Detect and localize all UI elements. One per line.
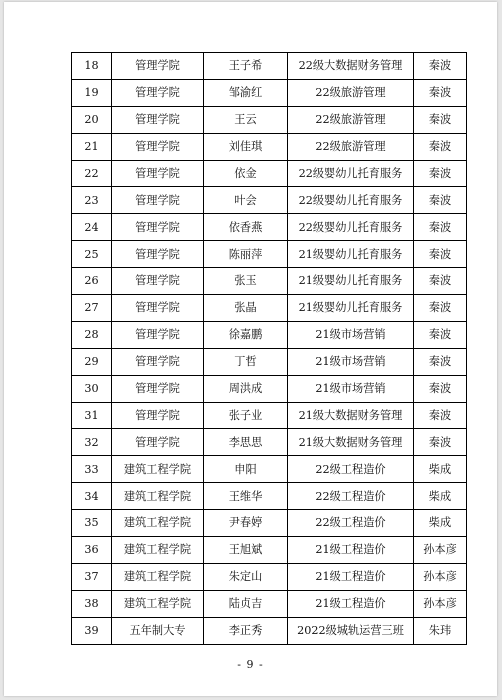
table-row xyxy=(72,429,467,456)
cell-number: 37 xyxy=(72,563,112,590)
cell-class: 21级市场营销 xyxy=(288,348,414,375)
cell-teacher: 柴成 xyxy=(414,483,467,510)
table-row xyxy=(72,402,467,429)
cell-teacher: 柴成 xyxy=(414,456,467,483)
cell-student-name: 邹渝红 xyxy=(204,79,288,106)
cell-class: 22级旅游管理 xyxy=(288,133,414,160)
table-row xyxy=(72,214,467,241)
cell-class: 21级婴幼儿托育服务 xyxy=(288,241,414,268)
cell-school: 管理学院 xyxy=(112,53,204,80)
cell-class: 22级婴幼儿托育服务 xyxy=(288,160,414,187)
table-row xyxy=(72,537,467,564)
cell-student-name: 依香燕 xyxy=(204,214,288,241)
table-row xyxy=(72,321,467,348)
cell-school: 管理学院 xyxy=(112,187,204,214)
cell-school: 建筑工程学院 xyxy=(112,537,204,564)
cell-teacher: 秦波 xyxy=(414,133,467,160)
table-row xyxy=(72,456,467,483)
cell-teacher: 秦波 xyxy=(414,295,467,322)
cell-school: 管理学院 xyxy=(112,429,204,456)
cell-class: 21级大数据财务管理 xyxy=(288,429,414,456)
cell-student-name: 王维华 xyxy=(204,483,288,510)
cell-class: 21级工程造价 xyxy=(288,563,414,590)
cell-number: 23 xyxy=(72,187,112,214)
cell-school: 建筑工程学院 xyxy=(112,510,204,537)
cell-school: 管理学院 xyxy=(112,133,204,160)
cell-teacher: 朱玮 xyxy=(414,617,467,644)
cell-school: 管理学院 xyxy=(112,375,204,402)
cell-student-name: 王子希 xyxy=(204,53,288,80)
cell-teacher: 秦波 xyxy=(414,348,467,375)
table-row xyxy=(72,590,467,617)
cell-class: 21级市场营销 xyxy=(288,375,414,402)
cell-teacher: 秦波 xyxy=(414,214,467,241)
student-table xyxy=(71,52,467,645)
cell-number: 20 xyxy=(72,106,112,133)
cell-number: 38 xyxy=(72,590,112,617)
cell-number: 25 xyxy=(72,241,112,268)
cell-number: 30 xyxy=(72,375,112,402)
cell-class: 21级工程造价 xyxy=(288,537,414,564)
cell-number: 39 xyxy=(72,617,112,644)
cell-teacher: 秦波 xyxy=(414,106,467,133)
table-row xyxy=(72,106,467,133)
table-row xyxy=(72,563,467,590)
cell-number: 35 xyxy=(72,510,112,537)
cell-student-name: 张晶 xyxy=(204,295,288,322)
cell-student-name: 李思思 xyxy=(204,429,288,456)
cell-school: 管理学院 xyxy=(112,79,204,106)
table-row xyxy=(72,79,467,106)
cell-school: 管理学院 xyxy=(112,321,204,348)
table-row xyxy=(72,160,467,187)
cell-number: 33 xyxy=(72,456,112,483)
cell-teacher: 秦波 xyxy=(414,268,467,295)
cell-student-name: 张子业 xyxy=(204,402,288,429)
cell-student-name: 叶会 xyxy=(204,187,288,214)
cell-teacher: 柴成 xyxy=(414,510,467,537)
cell-number: 19 xyxy=(72,79,112,106)
cell-teacher: 秦波 xyxy=(414,375,467,402)
cell-student-name: 张玉 xyxy=(204,268,288,295)
cell-student-name: 朱定山 xyxy=(204,563,288,590)
cell-student-name: 王旭斌 xyxy=(204,537,288,564)
cell-school: 五年制大专 xyxy=(112,617,204,644)
cell-teacher: 孙本彦 xyxy=(414,563,467,590)
cell-number: 21 xyxy=(72,133,112,160)
cell-student-name: 依金 xyxy=(204,160,288,187)
cell-number: 26 xyxy=(72,268,112,295)
cell-class: 21级大数据财务管理 xyxy=(288,402,414,429)
cell-class: 21级工程造价 xyxy=(288,590,414,617)
cell-school: 管理学院 xyxy=(112,268,204,295)
cell-teacher: 秦波 xyxy=(414,241,467,268)
cell-number: 24 xyxy=(72,214,112,241)
cell-number: 18 xyxy=(72,53,112,80)
table-row xyxy=(72,617,467,644)
cell-school: 建筑工程学院 xyxy=(112,456,204,483)
cell-class: 2022级城轨运营三班 xyxy=(288,617,414,644)
table-row xyxy=(72,133,467,160)
cell-school: 管理学院 xyxy=(112,402,204,429)
cell-class: 22级工程造价 xyxy=(288,510,414,537)
cell-school: 建筑工程学院 xyxy=(112,483,204,510)
cell-class: 22级婴幼儿托育服务 xyxy=(288,214,414,241)
cell-student-name: 尹春婷 xyxy=(204,510,288,537)
cell-class: 22级婴幼儿托育服务 xyxy=(288,187,414,214)
table-row xyxy=(72,510,467,537)
cell-school: 管理学院 xyxy=(112,348,204,375)
cell-student-name: 陆贞吉 xyxy=(204,590,288,617)
cell-teacher: 孙本彦 xyxy=(414,537,467,564)
cell-school: 建筑工程学院 xyxy=(112,590,204,617)
cell-student-name: 王云 xyxy=(204,106,288,133)
cell-student-name: 周洪成 xyxy=(204,375,288,402)
cell-class: 22级旅游管理 xyxy=(288,106,414,133)
cell-teacher: 孙本彦 xyxy=(414,590,467,617)
table-row xyxy=(72,241,467,268)
cell-school: 管理学院 xyxy=(112,295,204,322)
cell-school: 管理学院 xyxy=(112,160,204,187)
cell-class: 22级工程造价 xyxy=(288,483,414,510)
cell-school: 建筑工程学院 xyxy=(112,563,204,590)
cell-number: 32 xyxy=(72,429,112,456)
cell-teacher: 秦波 xyxy=(414,160,467,187)
cell-teacher: 秦波 xyxy=(414,187,467,214)
page-number: - 9 - xyxy=(237,658,264,671)
document-page xyxy=(4,2,497,696)
cell-student-name: 徐嘉鹏 xyxy=(204,321,288,348)
cell-teacher: 秦波 xyxy=(414,402,467,429)
cell-student-name: 刘佳琪 xyxy=(204,133,288,160)
cell-school: 管理学院 xyxy=(112,241,204,268)
cell-teacher: 秦波 xyxy=(414,429,467,456)
table-row xyxy=(72,295,467,322)
cell-school: 管理学院 xyxy=(112,106,204,133)
student-table-body xyxy=(72,53,467,645)
cell-teacher: 秦波 xyxy=(414,53,467,80)
cell-number: 29 xyxy=(72,348,112,375)
cell-class: 22级工程造价 xyxy=(288,456,414,483)
cell-class: 21级婴幼儿托育服务 xyxy=(288,295,414,322)
cell-number: 36 xyxy=(72,537,112,564)
cell-number: 27 xyxy=(72,295,112,322)
table-row xyxy=(72,187,467,214)
cell-teacher: 秦波 xyxy=(414,321,467,348)
table-row xyxy=(72,483,467,510)
cell-class: 22级大数据财务管理 xyxy=(288,53,414,80)
cell-class: 21级市场营销 xyxy=(288,321,414,348)
cell-student-name: 陈丽萍 xyxy=(204,241,288,268)
cell-student-name: 李正秀 xyxy=(204,617,288,644)
cell-student-name: 丁哲 xyxy=(204,348,288,375)
table-row xyxy=(72,348,467,375)
table-row xyxy=(72,268,467,295)
cell-class: 22级旅游管理 xyxy=(288,79,414,106)
cell-number: 31 xyxy=(72,402,112,429)
cell-class: 21级婴幼儿托育服务 xyxy=(288,268,414,295)
cell-number: 34 xyxy=(72,483,112,510)
cell-number: 22 xyxy=(72,160,112,187)
cell-school: 管理学院 xyxy=(112,214,204,241)
cell-teacher: 秦波 xyxy=(414,79,467,106)
table-row xyxy=(72,375,467,402)
cell-student-name: 申阳 xyxy=(204,456,288,483)
cell-number: 28 xyxy=(72,321,112,348)
table-row xyxy=(72,53,467,80)
